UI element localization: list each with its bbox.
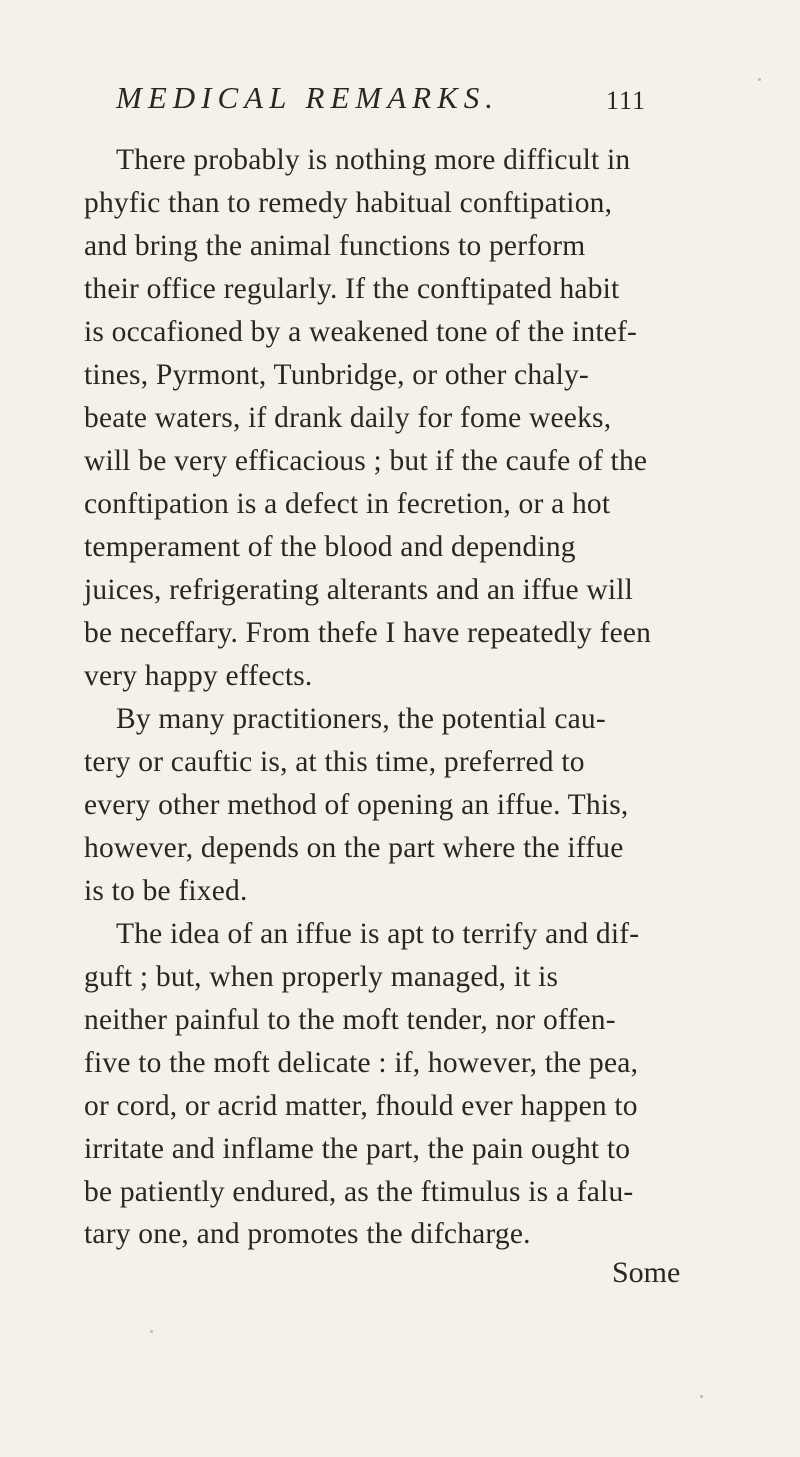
paper-speck bbox=[150, 1330, 153, 1333]
text-line: five to the moft delicate : if, however, the pea, bbox=[84, 1047, 639, 1079]
running-head bbox=[116, 80, 736, 120]
text-line: conftipation is a defect in fecretion, or a hot bbox=[84, 488, 611, 520]
text-line: is to be fixed. bbox=[84, 875, 248, 907]
text-line: The idea of an iffue is apt to terrify and dif- bbox=[116, 918, 640, 950]
catchword: Some bbox=[612, 1256, 681, 1289]
text-line: guft ; but, when properly managed, it is bbox=[84, 961, 559, 993]
page-number: 111 bbox=[606, 86, 647, 115]
text-line: every other method of opening an iffue. This, bbox=[84, 789, 629, 821]
text-line: or cord, or acrid matter, fhould ever happen to bbox=[84, 1090, 638, 1122]
text-line: and bring the animal functions to perform bbox=[84, 230, 586, 262]
text-line: tary one, and promotes the difcharge. bbox=[84, 1218, 531, 1250]
running-head-title: MEDICAL REMARKS. bbox=[116, 80, 500, 115]
paper-speck bbox=[758, 78, 761, 81]
text-line: be neceffary. From thefe I have repeatedly feen bbox=[84, 617, 652, 649]
text-line: very happy effects. bbox=[84, 660, 313, 692]
text-line: temperament of the blood and depending bbox=[84, 531, 576, 563]
text-line: beate waters, if drank daily for fome weeks, bbox=[84, 402, 612, 434]
text-line: however, depends on the part where the iffue bbox=[84, 832, 624, 864]
text-line: neither painful to the moft tender, nor offen- bbox=[84, 1004, 616, 1036]
text-line: tery or cauftic is, at this time, preferred to bbox=[84, 746, 585, 778]
text-line: There probably is nothing more difficult in bbox=[116, 144, 631, 176]
text-line: juices, refrigerating alterants and an iffue will bbox=[84, 574, 634, 606]
text-line: tines, Pyrmont, Tunbridge, or other chaly- bbox=[84, 359, 589, 391]
text-line: is occafioned by a weakened tone of the intef- bbox=[84, 316, 638, 348]
text-line: will be very efficacious ; but if the caufe of the bbox=[84, 445, 648, 477]
text-line: By many practitioners, the potential cau- bbox=[116, 703, 606, 735]
text-line: phyfic than to remedy habitual conftipation, bbox=[84, 187, 613, 219]
text-line: be patiently endured, as the ftimulus is a falu- bbox=[84, 1176, 634, 1208]
paper-speck bbox=[700, 1395, 703, 1398]
text-line: their office regularly. If the conftipated habit bbox=[84, 273, 620, 305]
text-line: irritate and inflame the part, the pain ought to bbox=[84, 1133, 631, 1165]
